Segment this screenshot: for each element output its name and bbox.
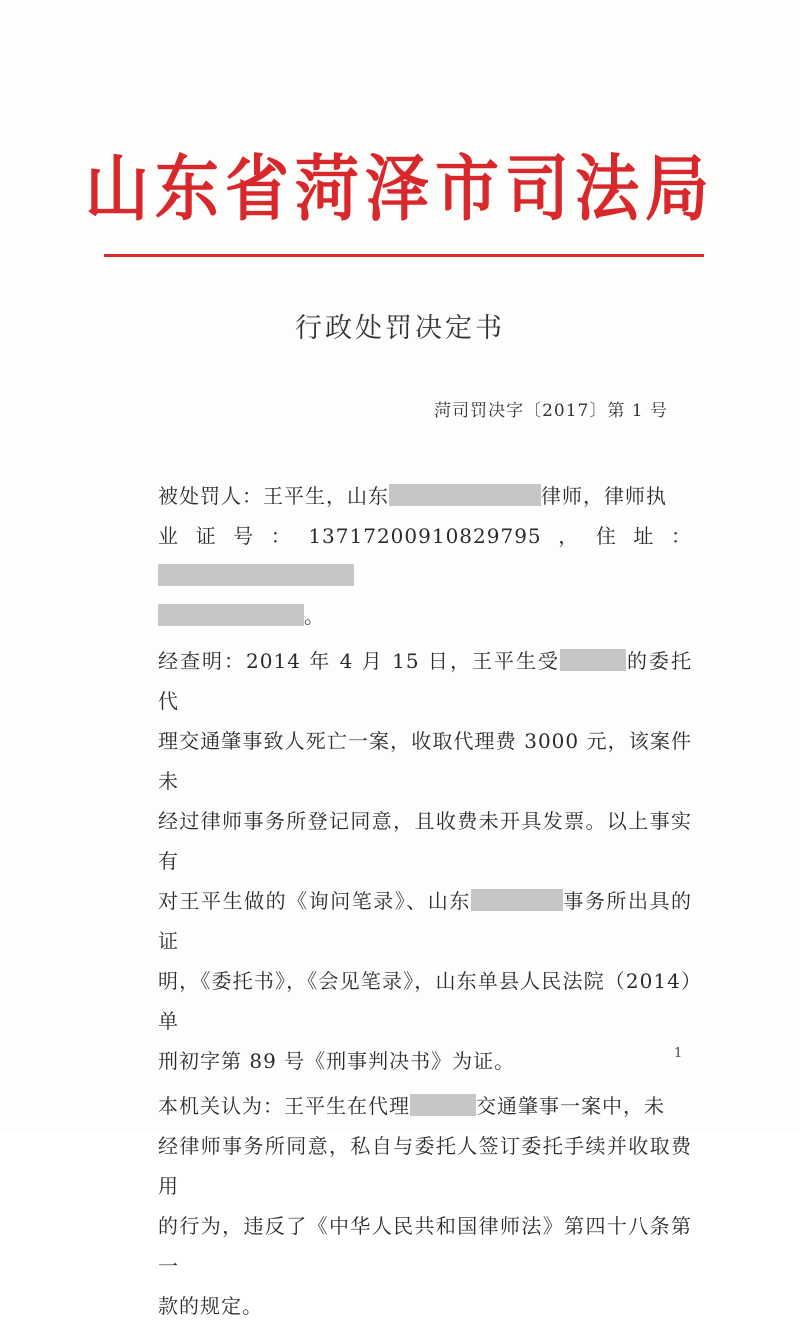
paragraph-text: 事务所出具的证 [158, 889, 693, 953]
redaction-block [410, 1094, 476, 1116]
paragraph-text: 款的规定。 [158, 1294, 263, 1318]
redaction-block [560, 649, 626, 671]
redaction-block [158, 604, 304, 626]
paragraph-determination [112, 1086, 692, 1326]
page-number: 1 [674, 1046, 683, 1061]
paragraph-text: 对王平生做的《询问笔录》、山东 [158, 889, 471, 913]
letterhead-title: 山东省菏泽市司法局 [85, 148, 715, 232]
paragraph-text: 刑初字第 89 号《刑事判决书》为证。 [158, 1049, 516, 1073]
paragraph-text: 被处罚人：王平生，山东 [158, 484, 389, 508]
paragraph-text: 经过律师事务所登记同意，且收费未开具发票。以上事实有 [158, 809, 692, 873]
paragraph-findings [112, 641, 692, 1081]
paragraph-text: 业证号：13717200910829795，住址： [158, 524, 692, 548]
paragraph-text: 理交通肇事致人死亡一案，收取代理费 3000 元，该案件未 [158, 729, 692, 793]
document-title: 行政处罚决定书 [295, 313, 505, 344]
redaction-block [158, 564, 354, 586]
paragraph-text: 的行为，违反了《中华人民共和国律师法》第四十八条第一 [158, 1214, 692, 1278]
redaction-block [471, 889, 563, 911]
paragraph-text: 本机关认为：王平生在代理 [158, 1094, 410, 1118]
paragraph-text: 律师，律师执 [541, 484, 667, 508]
paragraph-text: 交通肇事一案中，未 [476, 1094, 665, 1118]
redaction-block [389, 484, 541, 506]
document-number: 菏司罚决字〔2017〕第 1 号 [434, 401, 668, 421]
paragraph-text: 明，《委托书》，《会见笔录》，山东单县人民法院（2014）单 [158, 969, 692, 1033]
document-body [112, 476, 692, 1331]
paragraph-text: 的委托代 [158, 649, 693, 713]
paragraph-text: 经查明：2014 年 4 月 15 日，王平生受 [158, 649, 560, 673]
paragraph-text: 经律师事务所同意，私自与委托人签订委托手续并收取费用 [158, 1134, 692, 1198]
paragraph-penalized-party [112, 476, 692, 636]
letterhead-red-rule [104, 254, 704, 257]
paragraph-text: 。 [304, 604, 325, 628]
